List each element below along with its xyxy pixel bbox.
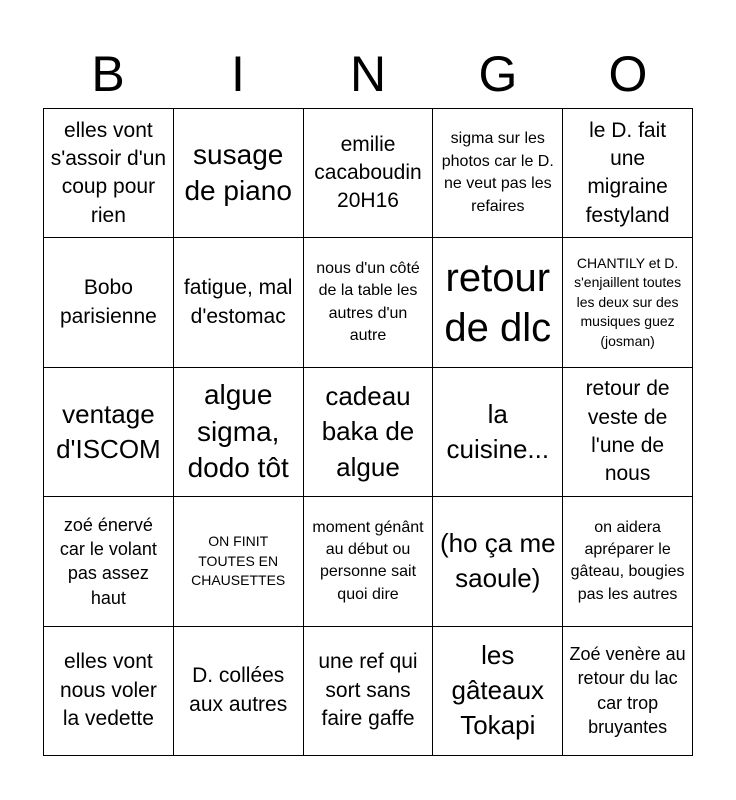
bingo-cell-r4c3[interactable] [304,497,434,626]
bingo-cell-r3c4[interactable] [433,368,563,497]
cell-text: les gâteaux Tokapi [451,640,545,741]
header-letter-g: G [478,46,518,102]
bingo-cell-r2c1[interactable] [44,238,174,367]
cell-text: la cuisine... [446,398,550,464]
cell-text: ON FINIT TOUTES EN CHAUSETTES [191,533,286,589]
bingo-cell-r3c1[interactable] [44,368,174,497]
bingo-cell-r4c4[interactable] [433,497,563,626]
cell-text: fatigue, mal d'estomac [183,276,293,328]
cell-text: sigma sur les photos car le D. ne veut pas les refaires [441,130,554,215]
cell-text: Bobo parisienne [59,276,157,328]
bingo-cell-r2c5[interactable] [563,238,693,367]
header-letter-b: B [91,46,125,102]
cell-text: ventage d'ISCOM [56,398,161,464]
bingo-cell-r5c3[interactable] [304,627,434,756]
bingo-cell-r5c4[interactable] [433,627,563,756]
cell-text: moment génânt au début ou personne sait quoi dire [312,518,424,603]
cell-text: le D. fait une migraine festyland [585,118,670,227]
bingo-cell-r1c4[interactable] [433,109,563,238]
cell-text: emilie cacaboudin 20H16 [314,132,422,213]
bingo-cell-r4c2[interactable] [174,497,304,626]
cell-text: Zoé venère au retour du lac car trop bruyantes [569,644,686,738]
cell-text: D. collées aux autres [189,664,288,716]
cell-text: elles vont nous voler la vedette [59,650,157,730]
cell-text: nous d'un côté de la table les autres d'un autre [316,259,420,344]
header-letter-i: I [231,46,245,102]
cell-text: on aidera apréparer le gâteau, bougies pas les autres [570,518,685,603]
bingo-cell-r4c5[interactable] [563,497,693,626]
cell-text: algue sigma, dodo tôt [187,379,289,484]
bingo-cell-r3c2[interactable] [174,368,304,497]
cell-text: zoé énervé car le volant pas assez haut [59,514,157,608]
cell-text: retour de dlc [444,255,552,350]
cell-text: elles vont s'assoir d'un coup pour rien [50,118,167,227]
bingo-cell-r4c1[interactable] [44,497,174,626]
bingo-cell-r1c3[interactable] [304,109,434,238]
bingo-cell-r5c2[interactable] [174,627,304,756]
cell-text: susage de piano [184,138,292,207]
cell-text: cadeau baka de algue [321,381,415,482]
bingo-cell-r5c1[interactable] [44,627,174,756]
bingo-cell-r1c5[interactable] [563,109,693,238]
cell-text: une ref qui sort sans faire gaffe [318,650,418,730]
header-letter-o: O [608,46,648,102]
bingo-cell-r5c5[interactable] [563,627,693,756]
bingo-cell-r1c1[interactable] [44,109,174,238]
bingo-cell-r2c4[interactable] [433,238,563,367]
bingo-cell-r3c3[interactable] [304,368,434,497]
bingo-grid [43,108,693,756]
cell-text: (ho ça me saoule) [439,528,556,594]
bingo-cell-r2c3[interactable] [304,238,434,367]
bingo-cell-r1c2[interactable] [174,109,304,238]
header-letter-n: N [349,46,387,102]
bingo-cell-r3c5[interactable] [563,368,693,497]
bingo-header [43,40,693,108]
cell-text: retour de veste de l'une de nous [585,377,670,486]
cell-text: CHANTILY et D. s'enjaillent toutes les deux sur des musiques guez (josman) [574,254,682,349]
bingo-cell-r2c2[interactable] [174,238,304,367]
